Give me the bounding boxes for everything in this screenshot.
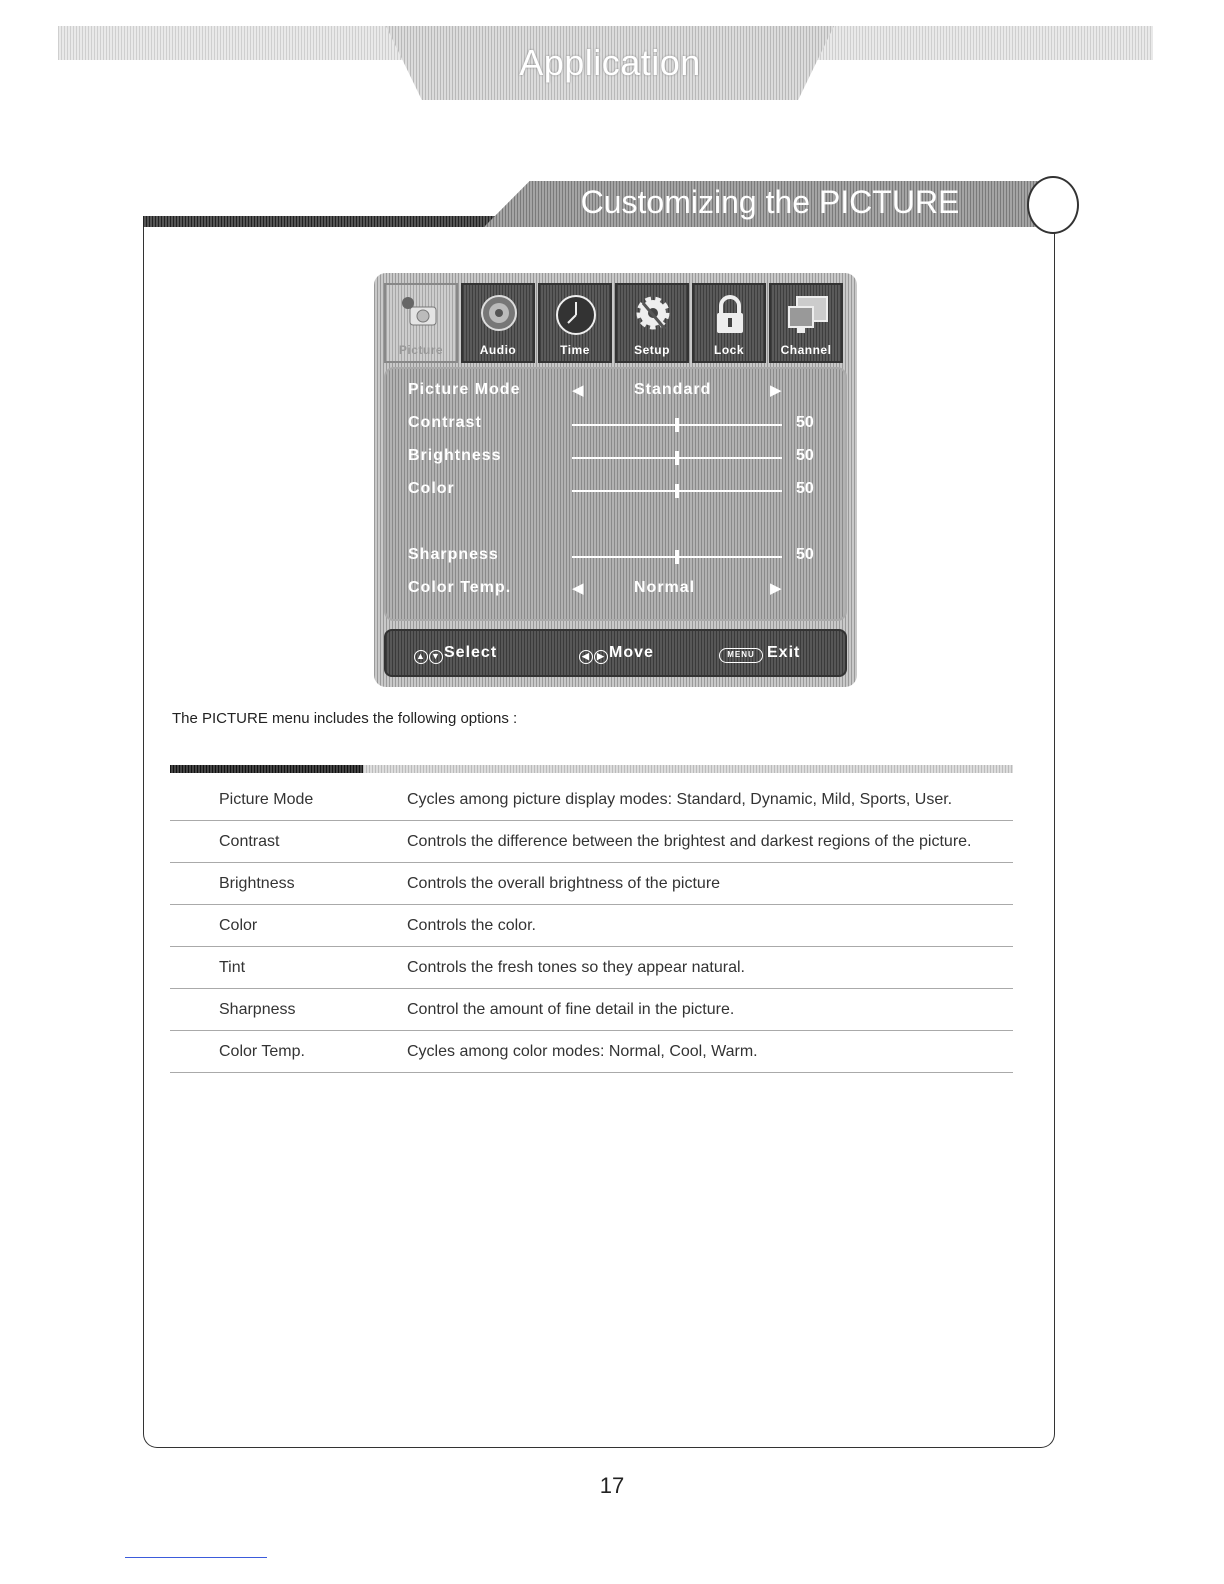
option-name: Color bbox=[219, 917, 258, 934]
clock-icon bbox=[554, 293, 598, 337]
tab-setup[interactable] bbox=[615, 283, 689, 363]
slider-knob[interactable] bbox=[675, 418, 679, 432]
osd-row-sharpness[interactable] bbox=[408, 542, 828, 570]
row-value: 50 bbox=[796, 414, 814, 431]
row-label: Picture Mode bbox=[408, 381, 521, 398]
tab-label: Channel bbox=[780, 343, 832, 357]
option-name: Contrast bbox=[219, 833, 280, 850]
row-value: 50 bbox=[796, 480, 814, 497]
option-description: Control the amount of fine detail in the picture. bbox=[407, 1001, 735, 1018]
section-circle-decoration bbox=[1027, 176, 1079, 234]
tab-audio[interactable] bbox=[461, 283, 535, 363]
option-description: Controls the color. bbox=[407, 917, 536, 934]
option-description: Controls the fresh tones so they appear natural. bbox=[407, 959, 745, 976]
footer-link-line bbox=[125, 1557, 267, 1558]
row-label: Brightness bbox=[408, 447, 502, 464]
picture-icon bbox=[400, 293, 444, 337]
arrow-left-icon[interactable]: ◀ bbox=[572, 382, 584, 399]
osd-tab-bar bbox=[384, 283, 847, 363]
option-description: Controls the difference between the brightest and darkest regions of the picture. bbox=[407, 833, 972, 850]
option-name: Color Temp. bbox=[219, 1043, 305, 1060]
osd-settings-panel bbox=[384, 367, 847, 621]
slider-knob[interactable] bbox=[675, 550, 679, 564]
arrow-left-icon[interactable]: ◀ bbox=[572, 580, 584, 597]
tab-label: Lock bbox=[713, 343, 744, 357]
hint-exit-label: Exit bbox=[767, 644, 801, 661]
row-value: 50 bbox=[796, 447, 814, 464]
intro-text: The PICTURE menu includes the following options : bbox=[172, 710, 518, 727]
hint-select-label: Select bbox=[444, 644, 498, 661]
table-row bbox=[170, 1031, 1013, 1073]
option-description: Cycles among color modes: Normal, Cool, Warm. bbox=[407, 1043, 758, 1060]
osd-row-picture-mode[interactable] bbox=[408, 377, 828, 405]
slider-knob[interactable] bbox=[675, 451, 679, 465]
tab-time[interactable] bbox=[538, 283, 612, 363]
row-value: Standard bbox=[634, 381, 712, 398]
tab-channel[interactable] bbox=[769, 283, 843, 363]
hint-move-label: Move bbox=[609, 644, 654, 661]
arrow-right-icon[interactable]: ▶ bbox=[770, 382, 782, 399]
tab-picture[interactable] bbox=[384, 283, 458, 363]
tab-label: Audio bbox=[479, 343, 517, 357]
tab-lock[interactable] bbox=[692, 283, 766, 363]
audio-icon bbox=[477, 293, 521, 337]
osd-row-color[interactable] bbox=[408, 476, 828, 504]
left-icon: ◀ bbox=[579, 650, 593, 664]
hint-select bbox=[414, 644, 497, 664]
tab-label: Picture bbox=[398, 343, 444, 357]
table-row bbox=[170, 905, 1013, 947]
osd-row-brightness[interactable] bbox=[408, 443, 828, 471]
row-value: Normal bbox=[634, 579, 696, 596]
option-name: Sharpness bbox=[219, 1001, 296, 1018]
arrow-right-icon[interactable]: ▶ bbox=[770, 580, 782, 597]
option-name: Picture Mode bbox=[219, 791, 314, 808]
osd-menu bbox=[374, 273, 857, 687]
osd-row-color-temp[interactable] bbox=[408, 575, 828, 603]
table-row bbox=[170, 821, 1013, 863]
hint-move bbox=[579, 644, 654, 664]
row-label: Sharpness bbox=[408, 546, 499, 563]
banner-title: Application bbox=[519, 42, 701, 83]
tab-label: Time bbox=[560, 343, 590, 357]
section-title: Customizing the PICTURE Settings bbox=[580, 184, 960, 262]
row-label: Contrast bbox=[408, 414, 482, 431]
option-name: Tint bbox=[219, 959, 246, 976]
row-label: Color bbox=[408, 480, 455, 497]
hint-exit bbox=[719, 644, 800, 663]
gear-icon bbox=[631, 293, 675, 337]
table-header-bar-light bbox=[363, 765, 1013, 773]
table-row bbox=[170, 947, 1013, 989]
row-value: 50 bbox=[796, 546, 814, 563]
option-description: Controls the overall brightness of the picture bbox=[407, 875, 721, 892]
option-name: Brightness bbox=[219, 875, 295, 892]
table-row bbox=[170, 779, 1013, 821]
table-row bbox=[170, 863, 1013, 905]
down-icon: ▼ bbox=[429, 650, 443, 664]
option-description: Cycles among picture display modes: Standard, Dynamic, Mild, Sports, User. bbox=[407, 791, 953, 808]
osd-row-contrast[interactable] bbox=[408, 410, 828, 438]
tab-label: Setup bbox=[634, 343, 670, 357]
up-icon: ▲ bbox=[414, 650, 428, 664]
lock-icon bbox=[708, 293, 752, 337]
slider-knob[interactable] bbox=[675, 484, 679, 498]
monitor-icon bbox=[785, 293, 829, 337]
table-row bbox=[170, 989, 1013, 1031]
table-header-bar bbox=[170, 765, 363, 773]
menu-key-icon: MENU bbox=[719, 648, 763, 663]
right-icon: ▶ bbox=[594, 650, 608, 664]
row-label: Color Temp. bbox=[408, 579, 512, 596]
page-number: 17 bbox=[599, 1473, 625, 1498]
osd-footer bbox=[384, 629, 847, 677]
